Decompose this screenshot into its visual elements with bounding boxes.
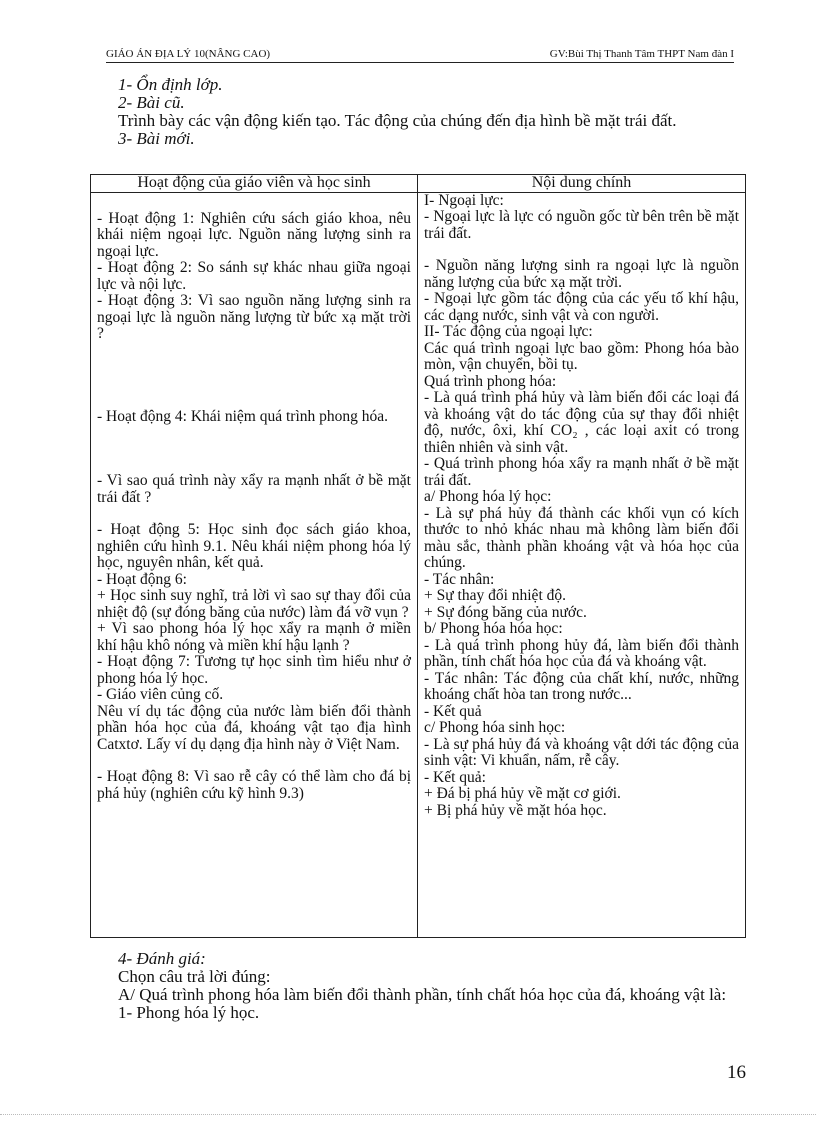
step-2-heading: 2- Bài cũ. [118, 93, 185, 112]
activities-cell [91, 192, 418, 938]
content-line: - Là sự phá hủy đá thành các khối vụn có kích thước to nhỏ khác nhau mà không làm biến đổi màu sắc, thành phần khoáng vật và hóa học của chúng. [424, 504, 739, 571]
content-subheading: a/ Phong hóa lý học: [424, 488, 552, 505]
evaluation-option-1: 1- Phong hóa lý học. [118, 1003, 260, 1022]
activity-8: - Hoạt động 8: Vì sao rễ cây có thể làm cho đá bị phá hủy (nghiên cứu kỹ hình 9.3) [97, 768, 411, 802]
content-subheading: Quá trình phong hóa: [424, 372, 557, 390]
header-teacher: GV:Bùi Thị Thanh Tâm THPT Nam đàn I [549, 48, 734, 60]
content-line: + Sự đóng băng của nước. [424, 603, 587, 621]
content-line: + Bị phá hủy về mặt hóa học. [424, 801, 607, 819]
content-line: + Sự thay đổi nhiệt độ. [424, 587, 566, 604]
content-heading-2: II- Tác động của ngoại lực: [424, 323, 593, 340]
activity-4: - Hoạt động 4: Khái niệm quá trình phong hóa. [97, 407, 389, 425]
page-number: 16 [727, 1062, 746, 1083]
content-line: - Là quá trình phong hủy đá, làm biến đổi thành phần, tính chất hóa học của đá và khoáng vật. [424, 636, 739, 670]
lesson-intro [88, 76, 748, 148]
content-line: - Là quá trình phá hủy và làm biến đổi các loại đá và khoáng vật do tác động của sự thay đổi nhiệt độ, nước, ôxi, khí CO₂ , các loại axit có trong thiên nhiên và sinh vật. [424, 389, 739, 456]
lesson-table [90, 174, 746, 938]
content-subheading: b/ Phong hóa hóa học: [424, 620, 563, 637]
content-line: - Ngoại lực gồm tác động của các yếu tố khí hậu, các dạng nước, sinh vật và con người. [424, 290, 739, 324]
content-line: - Quá trình phong hóa xẩy ra mạnh nhất ở bề mặt trái đất. [424, 455, 739, 489]
activity-7: - Hoạt động 7: Tương tự học sinh tìm hiểu như ở phong hóa lý học. [97, 653, 411, 687]
content-line: - Tác nhân: [424, 570, 495, 588]
activity-4-question: - Vì sao quá trình này xẩy ra mạnh nhất ở bề mặt trái đất ? [97, 472, 411, 506]
activity-1: - Hoạt động 1: Nghiên cứu sách giáo khoa, nêu khái niệm ngoại lực. Nguồn năng lượng sinh ra ngoại lực. [97, 209, 411, 260]
page-header [106, 44, 734, 63]
step-4-heading: 4- Đánh giá: [118, 949, 206, 968]
evaluation-question: A/ Quá trình phong hóa làm biến đổi thành phần, tính chất hóa học của đá, khoáng vật là: [118, 985, 727, 1004]
content-line: - Ngoại lực là lực có nguồn gốc từ bên trên bề mặt trái đất. [424, 208, 739, 242]
content-line: - Là sự phá hủy đá và khoáng vật dới tác động của sinh vật: Vi khuẩn, nấm, rễ cây. [424, 735, 739, 769]
content-line: - Kết quả: [424, 768, 486, 786]
teacher-review: - Giáo viên củng cố. [97, 686, 224, 703]
content-line: - Nguồn năng lượng sinh ra ngoại lực là nguồn năng lượng của bức xạ mặt trời. [424, 257, 739, 291]
activity-3: - Hoạt động 3: Vì sao nguồn năng lượng sinh ra ngoại lực là nguồn năng lượng từ bức xạ mặt trời ? [97, 292, 411, 342]
content-cell [418, 192, 746, 938]
activity-2: - Hoạt động 2: So sánh sự khác nhau giữa ngoại lực và nội lực. [97, 259, 411, 293]
activity-5: - Hoạt động 5: Học sinh đọc sách giáo khoa, nghiên cứu hình 9.1. Nêu khái niệm phong hóa lý học, nguyên nhân, kết quả. [97, 521, 411, 571]
review-question: Trình bày các vận động kiến tạo. Tác động của chúng đến địa hình bề mặt trái đất. [118, 111, 677, 130]
content-line: - Tác nhân: Tác động của chất khí, nước, những khoáng chất hòa tan trong nước... [424, 669, 739, 703]
step-3-heading: 3- Bài mới. [118, 129, 195, 148]
content-line: - Kết quả [424, 702, 482, 720]
activity-6-question-b: + Vì sao phong hóa lý học xẩy ra mạnh ở miền khí hậu khô nóng và miền khí hậu lạnh ? [97, 620, 411, 654]
example-prompt: Nêu ví dụ tác động của nước làm biến đổi thành phần hóa học của đá, khoáng vật tạo địa hình Catxtơ. Lấy ví dụ dạng địa hình này ở Việt Nam. [97, 702, 411, 753]
col-activities-header: Hoạt động của giáo viên và học sinh [91, 175, 418, 193]
content-subheading: c/ Phong hóa sinh học: [424, 719, 566, 736]
activity-6-question-a: + Học sinh suy nghĩ, trả lời vì sao sự thay đổi của nhiệt độ (sự đóng băng của nước) làm đá vỡ vụn ? [97, 587, 411, 621]
content-line: + Đá bị phá hủy về mặt cơ giới. [424, 785, 621, 802]
bottom-divider [0, 1114, 816, 1115]
content-heading-1: I- Ngoại lực: [424, 191, 504, 209]
evaluation-section [88, 950, 750, 1022]
header-course-title: GIÁO ÁN ĐỊA LÝ 10(NÂNG CAO) [106, 48, 271, 60]
content-line: Các quá trình ngoại lực bao gồm: Phong hóa bào mòn, vận chuyển, bồi tụ. [424, 339, 739, 373]
step-1-heading: 1- Ổn định lớp. [118, 75, 223, 94]
col-content-header: Nội dung chính [418, 175, 746, 193]
evaluation-instruction: Chọn câu trả lời đúng: [118, 967, 271, 986]
activity-6: - Hoạt động 6: [97, 570, 187, 588]
